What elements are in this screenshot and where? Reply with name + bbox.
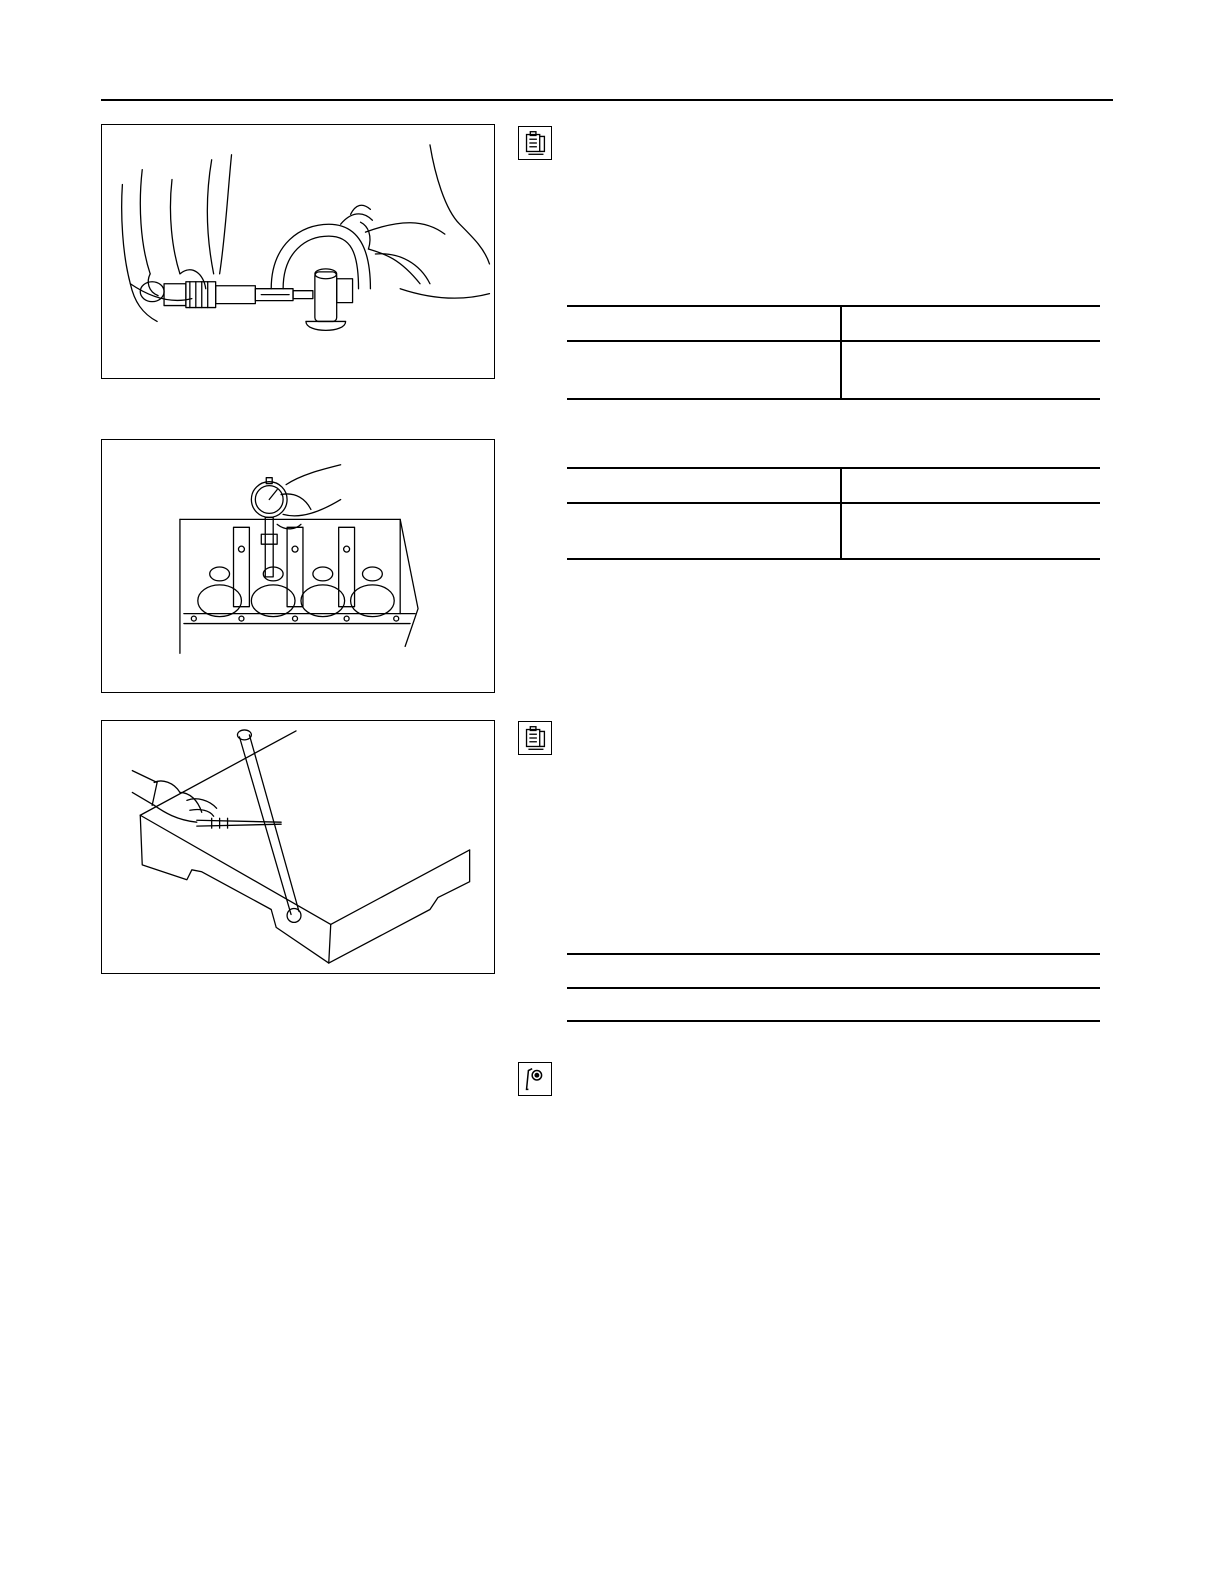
reference-note-icon (518, 1062, 552, 1096)
table-1-bottom-rule (567, 398, 1100, 400)
micrometer-illustration (102, 125, 494, 378)
table-2-bottom-rule (567, 558, 1100, 560)
table-1-header-rule (567, 340, 1100, 342)
inspection-spec-icon (518, 126, 552, 160)
bore-gauge-figure (101, 439, 495, 693)
table-2-column-divider (840, 467, 842, 560)
table-2-top-rule (567, 467, 1100, 469)
straight-edge-figure (101, 720, 495, 974)
spec-table-1 (567, 305, 1100, 401)
table-1-top-rule (567, 305, 1100, 307)
table-2-header-rule (567, 502, 1100, 504)
table-3-top-rule (567, 953, 1100, 955)
header-rule (101, 99, 1113, 101)
micrometer-figure (101, 124, 495, 379)
inspection-spec-icon (518, 721, 552, 755)
table-3-bottom-rule (567, 1020, 1100, 1022)
spec-table-2 (567, 467, 1100, 561)
table-3-middle-rule (567, 987, 1100, 989)
table-1-column-divider (840, 305, 842, 400)
bore-gauge-illustration (102, 440, 494, 692)
spec-table-3 (567, 953, 1100, 1023)
straight-edge-illustration (102, 721, 494, 973)
